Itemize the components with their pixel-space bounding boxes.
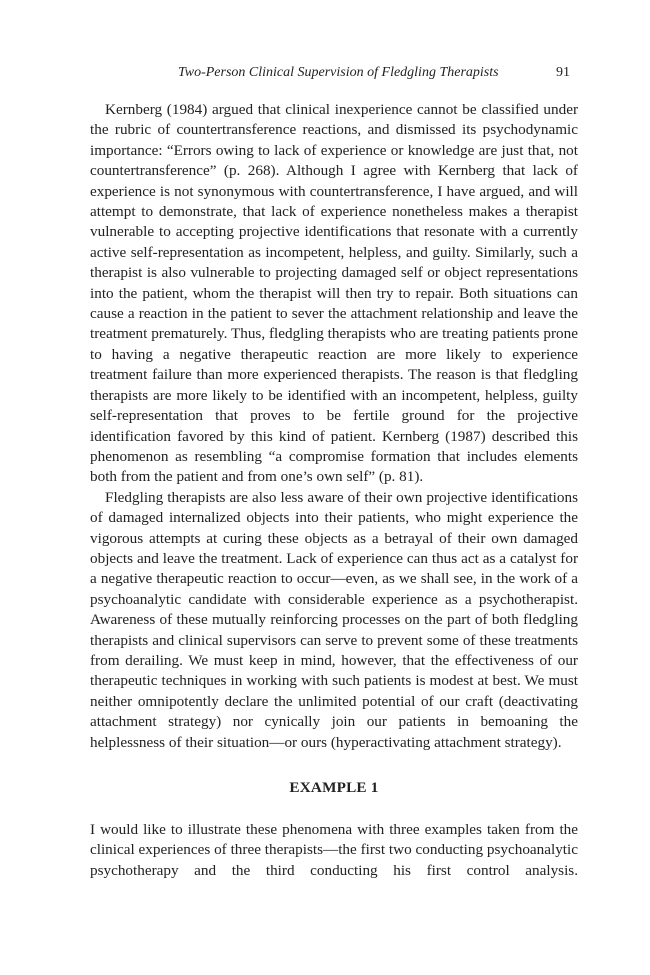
page-number: 91: [556, 65, 570, 80]
paragraph-illustrate: I would like to illustrate these phenomena with three examples taken from the clinical experiences of three therapists—the first two conducting psychoanalytic psychotherapy and the third conducting his first control analysis.: [90, 821, 578, 879]
paragraph-fledgling-therapists: Fledgling therapists are also less aware of their own projective identifications of damaged internalized objects into their patients, who might experience the vigorous attempts at curing these objects as a betrayal of their own damaged objects and leave the treatment. Lack of experience can thus act as a catalyst for a negative therapeutic reaction to occur—even, as we shall see, in the work of a psychoanalytic candidate with considerable experience as a psychotherapist. Awareness of these mutually reinforcing processes on the part of both fledgling therapists and clinical supervisors can serve to prevent some of these treatments from derailing. We must keep in mind, however, that the effectiveness of our therapeutic techniques in working with such patients is modest at best. We must neither omnipotently declare the unlimited potential of our craft (deactivating attachment strategy) nor cynically join our patients in bemoaning the helplessness of their situation—or ours (hyperactivating attachment strategy).: [90, 488, 578, 751]
running-head: [90, 65, 570, 85]
paragraph-kernberg: Kernberg (1984) argued that clinical inexperience cannot be classified under the rubric of countertransference reactions, and dismissed its psychodynamic importance: “Errors owing to lack of experience or knowledge are just that, not countertransference” (p. 268). Although I agree with Kernberg that lack of experience is not synonymous with countertransference, I have argued, and will attempt to demonstrate, that lack of experience nonetheless makes a therapist vulnerable to accepting projective identifications that resonate with a currently active self-representation as incompetent, helpless, and guilty. Similarly, such a therapist is also vulnerable to projecting damaged self or object representations into the patient, whom the therapist will then try to repair. Both situations can cause a reaction in the patient to sever the attachment relationship and leave the treatment prematurely. Thus, fledgling therapists who are treating patients prone to having a negative therapeutic reaction are more likely to experience treatment failure than more experienced therapists. The reason is that fledgling therapists are more likely to be identified with an incompetent, helpless, guilty self-representation that proves to be fertile ground for the projective identification favored by this kind of patient. Kernberg (1987) described this phenomenon as resembling “a compromise formation that includes elements both from the patient and from one’s own self” (p. 81).: [90, 101, 578, 486]
body-text-example: [90, 820, 578, 881]
running-head-title: Two-Person Clinical Supervision of Fledgling Therapists: [178, 65, 499, 80]
body-text: [90, 100, 578, 753]
section-heading: EXAMPLE 1: [289, 779, 379, 796]
